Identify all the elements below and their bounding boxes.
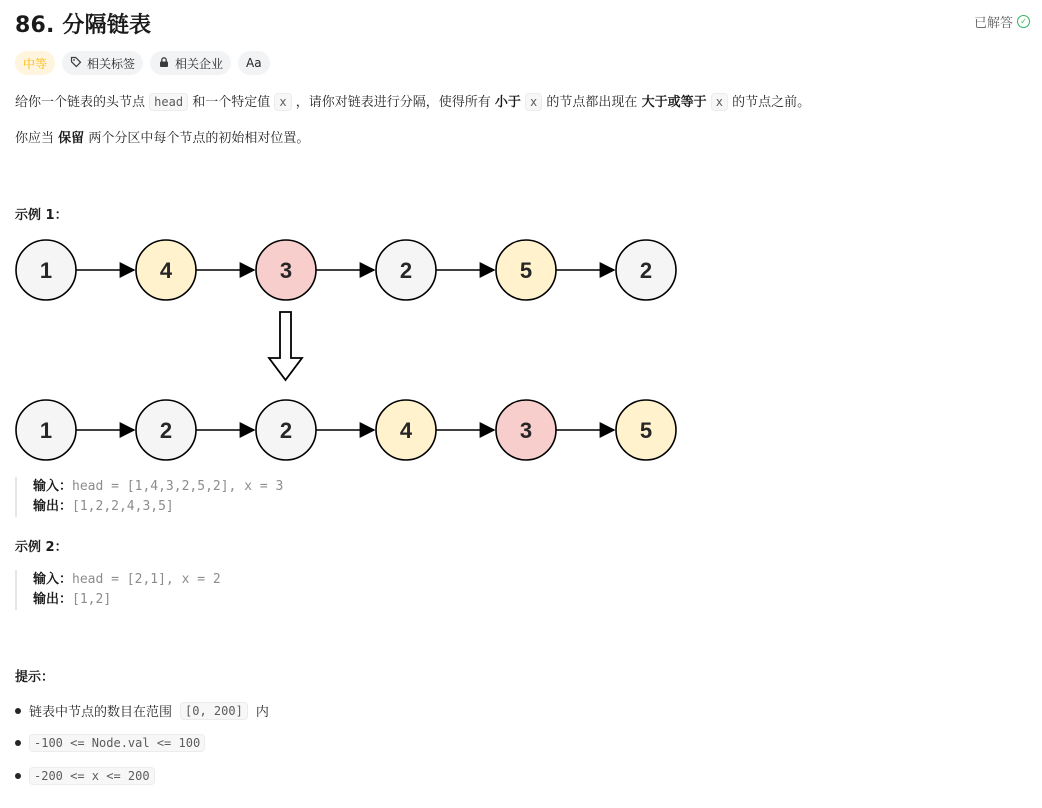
bullet-icon bbox=[15, 740, 21, 746]
code-head: head bbox=[149, 93, 188, 111]
example-1-io: 输入：head = [1,4,3,2,5,2], x = 3 输出：[1,2,2,4,3,5] bbox=[15, 477, 283, 517]
related-companies-label: 相关企业 bbox=[175, 56, 224, 71]
after-node-value: 5 bbox=[639, 418, 653, 443]
translate-icon: Aa bbox=[246, 56, 262, 70]
hint-item: -200 <= x <= 200 bbox=[15, 767, 155, 785]
translate-button[interactable] bbox=[238, 51, 270, 75]
example-2-input: head = [2,1], x = 2 bbox=[72, 572, 221, 587]
check-circle-icon: ✓ bbox=[1017, 15, 1030, 28]
description-paragraph-2: 你应当 保留 两个分区中每个节点的初始相对位置。 bbox=[15, 131, 310, 146]
related-tags-button[interactable] bbox=[62, 51, 143, 75]
difficulty-label: 中等 bbox=[23, 56, 48, 71]
lock-icon bbox=[158, 56, 170, 71]
linked-list-before bbox=[16, 240, 676, 300]
before-node-value: 5 bbox=[519, 258, 533, 283]
linked-list-after bbox=[16, 400, 676, 460]
code-x: x bbox=[274, 93, 291, 111]
related-tags-label: 相关标签 bbox=[87, 56, 136, 71]
after-node-value: 2 bbox=[279, 418, 293, 443]
hint-item: 链表中节点的数目在范围 [0, 200] 内 bbox=[15, 701, 269, 720]
before-node-value: 4 bbox=[159, 258, 173, 283]
hints-heading: 提示： bbox=[15, 670, 55, 685]
problem-title: 86. 分隔链表 bbox=[15, 13, 152, 38]
example-1-diagram bbox=[0, 230, 700, 470]
tag-bar bbox=[15, 51, 270, 75]
example-2-heading: 示例 2： bbox=[15, 540, 68, 555]
after-node-value: 4 bbox=[399, 418, 413, 443]
solved-status bbox=[974, 12, 1030, 31]
example-1-heading: 示例 1： bbox=[15, 208, 68, 223]
after-node-value: 2 bbox=[159, 418, 173, 443]
after-node-value: 3 bbox=[519, 418, 533, 443]
before-node-value: 3 bbox=[279, 258, 293, 283]
description-paragraph-1: 给你一个链表的头节点 head 和一个特定值 x ，请你对链表进行分隔，使得所有 小于 x 的节点都出现在 大于或等于 x 的节点之前。 bbox=[15, 95, 811, 110]
hint-item: -100 <= Node.val <= 100 bbox=[15, 734, 205, 752]
example-2-output: [1,2] bbox=[72, 592, 112, 607]
after-node-value: 1 bbox=[39, 418, 53, 443]
difficulty-badge[interactable] bbox=[15, 51, 55, 75]
related-companies-button[interactable] bbox=[150, 51, 231, 75]
bullet-icon bbox=[15, 773, 21, 779]
tag-icon bbox=[70, 56, 82, 71]
solved-label: 已解答 bbox=[973, 16, 1013, 31]
code-x: x bbox=[525, 93, 542, 111]
before-node-value: 1 bbox=[39, 258, 53, 283]
bullet-icon bbox=[15, 708, 21, 714]
example-2-io: 输入：head = [2,1], x = 2 输出：[1,2] bbox=[15, 570, 221, 610]
example-1-output: [1,2,2,4,3,5] bbox=[72, 499, 174, 514]
before-node-value: 2 bbox=[639, 258, 653, 283]
down-arrow-icon bbox=[269, 312, 302, 380]
before-node-value: 2 bbox=[399, 258, 413, 283]
example-1-input: head = [1,4,3,2,5,2], x = 3 bbox=[72, 479, 284, 494]
code-x: x bbox=[711, 93, 728, 111]
